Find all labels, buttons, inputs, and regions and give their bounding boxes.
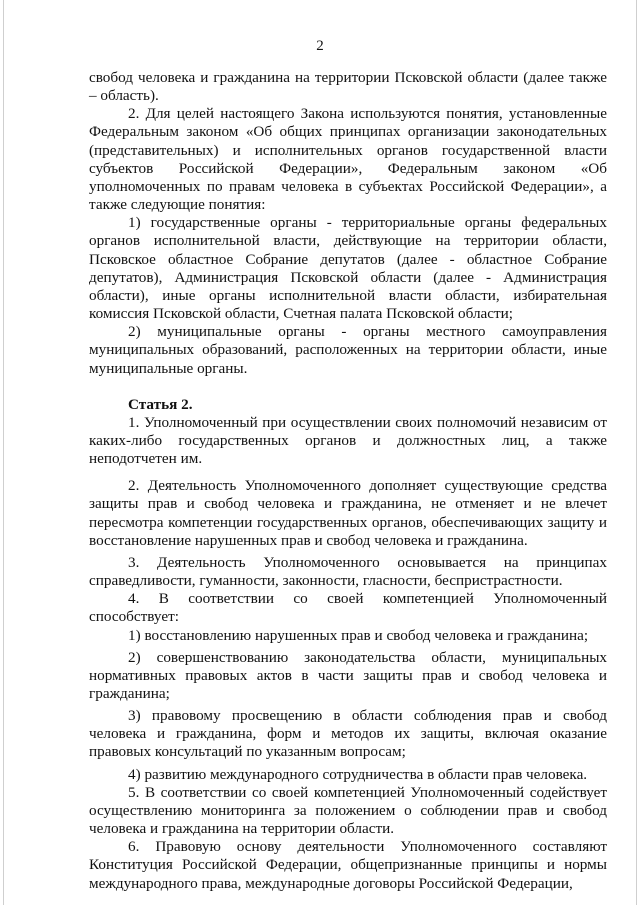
list-item-legislation: 2) совершенствованию законодательства области, муниципальных нормативных правовых актов в части защиты прав и свобод человека и гражданина; — [89, 648, 607, 702]
list-item-international-cooperation: 4) развитию международного сотрудничества в области прав человека. — [128, 765, 588, 783]
paragraph-state-bodies: 1) государственные органы - территориальные органы федеральных органов исполнительной власти, действующие на территории области, Псковское областное Собрание депутатов (далее - областное Собрание депутатов), Администрация Псковской области (далее - Администрация области), иные органы исполнительной власти области, избирательная комиссия Псковской области, Счетная палата Псковской области; — [89, 214, 607, 323]
page-number: 2 — [316, 38, 324, 54]
paragraph-legal-basis: 6. Правовую основу деятельности Уполномоченного составляют Конституция Российской Федерации, общепризнанные принципы и нормы международного права, международные договоры Российской Федерации, — [89, 838, 607, 892]
list-item-legal-education: 3) правовому просвещению в области соблюдения прав и свобод человека и гражданина, форм и методов их защиты, включая оказание правовых консультаций по указанным вопросам; — [89, 707, 607, 761]
paragraph-municipal-bodies: 2) муниципальные органы - органы местного самоуправления муниципальных образований, расположенных на территории области, иные муниципальные органы. — [89, 323, 607, 377]
article-heading: Статья 2. — [128, 395, 193, 413]
paragraph-continuation: свобод человека и гражданина на территории Псковской области (далее также – область). — [89, 69, 607, 105]
list-item-restoration: 1) восстановлению нарушенных прав и свобод человека и гражданина; — [128, 626, 589, 644]
paragraph-terms-definition: 2. Для целей настоящего Закона используются понятия, установленные Федеральным законом «Об общих принципах организации законодательных (представительных) и исполнительных органов государственной власти субъектов Российской Федерации», Федеральным законом «Об уполномоченных по правам человека в субъектах Российской Федерации», а также следующие понятия: — [89, 105, 607, 214]
paragraph-activity-supplements: 2. Деятельность Уполномоченного дополняет существующие средства защиты прав и свобод человека и гражданина, не отменяет и не влечет пересмотра компетенции государственных органов, обеспечивающих защиту и восстановление нарушенных прав и свобод человека и гражданина. — [89, 477, 607, 549]
paragraph-principles: 3. Деятельность Уполномоченного основывается на принципах справедливости, гуманности, законности, гласности, беспристрастности. — [89, 553, 607, 590]
paragraph-competence-promotes: 4. В соответствии со своей компетенцией Уполномоченный способствует: — [89, 590, 607, 626]
paragraph-monitoring: 5. В соответствии со своей компетенцией Уполномоченный содействует осуществлению мониторинга за положением о соблюдении прав и свобод человека и гражданина на территории области. — [89, 783, 607, 838]
scan-right-edge — [636, 0, 637, 905]
document-body — [89, 69, 607, 893]
scan-left-edge — [3, 0, 4, 905]
paragraph-independence: 1. Уполномоченный при осуществлении своих полномочий независим от каких-либо государственных органов и должностных лиц, а также неподотчетен им. — [89, 413, 607, 468]
